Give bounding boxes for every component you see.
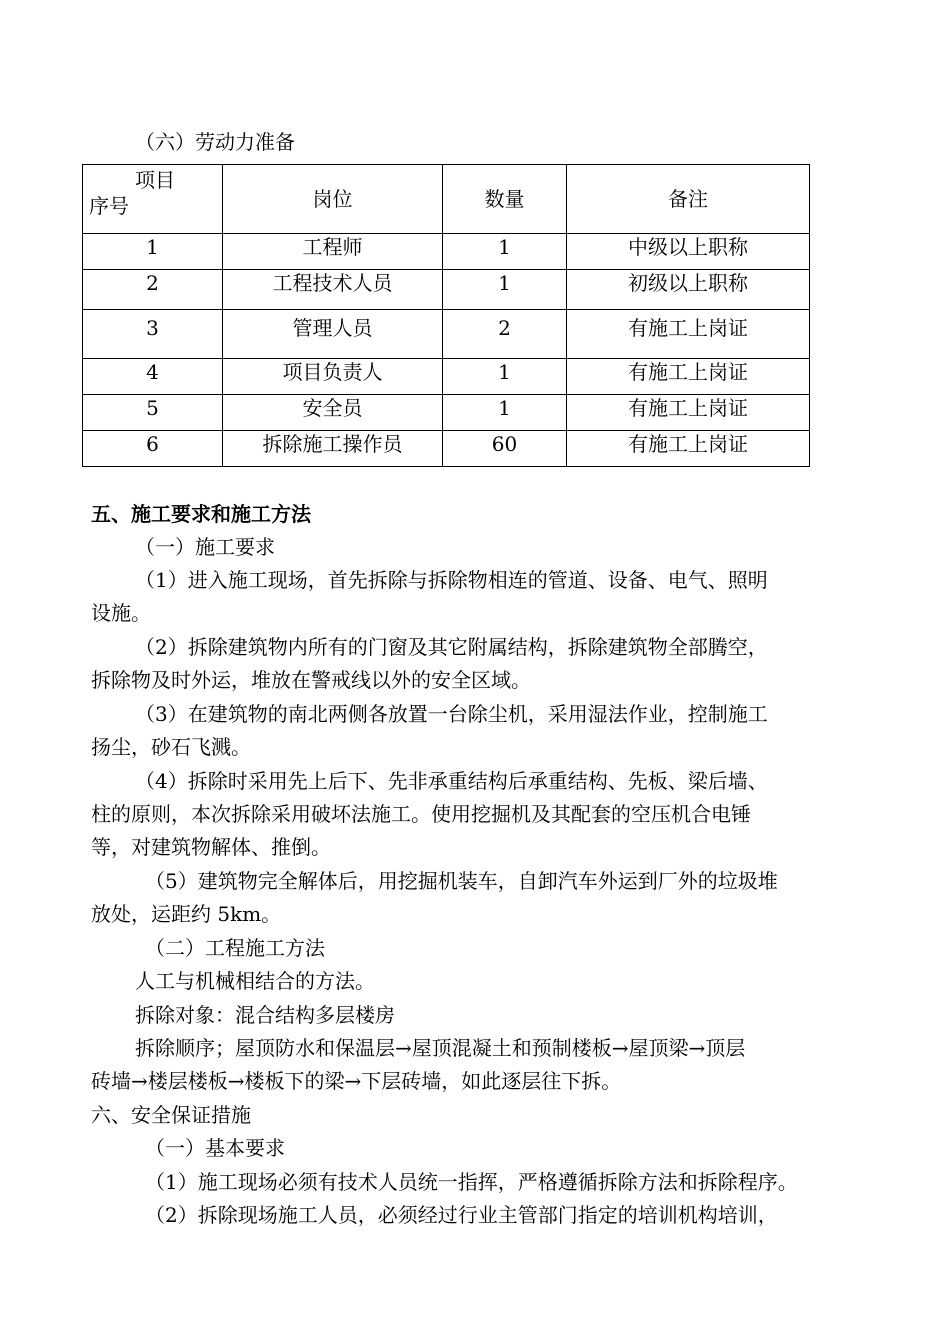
paragraph-line: （4）拆除时采用先上后下、先非承重结构后承重结构、先板、梁后墙、: [135, 769, 768, 793]
cell-no: 5: [83, 395, 223, 431]
cell-no: 1: [83, 234, 223, 270]
table-row: [83, 270, 810, 310]
subheading-basic-requirements: （一）基本要求: [145, 1136, 285, 1160]
cell-remark: 有施工上岗证: [567, 310, 810, 359]
paragraph-line: 砖墙→楼层楼板→楼板下的梁→下层砖墙，如此逐层往下拆。: [91, 1069, 622, 1093]
cell-position: 工程技术人员: [223, 270, 443, 310]
paragraph-line: （1）进入施工现场，首先拆除与拆除物相连的管道、设备、电气、照明: [135, 568, 768, 592]
paragraph-line: （2）拆除现场施工人员，必须经过行业主管部门指定的培训机构培训，: [145, 1203, 778, 1227]
paragraph-line: 拆除顺序；屋顶防水和保温层→屋顶混凝土和预制楼板→屋顶梁→顶层: [135, 1036, 746, 1060]
section-six-title: 六、安全保证措施: [91, 1103, 251, 1127]
paragraph-line: 设施。: [91, 601, 151, 625]
paragraph-line: 等，对建筑物解体、推倒。: [91, 835, 331, 859]
section-heading-labor-prep: （六）劳动力准备: [135, 130, 295, 154]
cell-quantity: 1: [443, 234, 567, 270]
cell-no: 2: [83, 270, 223, 310]
table-header-row: [83, 165, 810, 234]
cell-remark: 有施工上岗证: [567, 395, 810, 431]
cell-position: 工程师: [223, 234, 443, 270]
cell-remark: 初级以上职称: [567, 270, 810, 310]
section-five-title: 五、施工要求和施工方法: [91, 502, 311, 526]
paragraph-line: （3）在建筑物的南北两侧各放置一台除尘机，采用湿法作业，控制施工: [135, 702, 768, 726]
paragraph-line: 拆除对象：混合结构多层楼房: [135, 1003, 395, 1027]
cell-quantity: 1: [443, 395, 567, 431]
cell-no: 6: [83, 431, 223, 467]
header-corner-bottom: 序号: [89, 194, 129, 218]
paragraph-line: 拆除物及时外运，堆放在警戒线以外的安全区域。: [91, 668, 531, 692]
cell-position: 拆除施工操作员: [223, 431, 443, 467]
cell-position: 项目负责人: [223, 359, 443, 395]
header-remark: 备注: [567, 165, 810, 234]
header-quantity: 数量: [443, 165, 567, 234]
header-corner-cell: [83, 165, 223, 234]
subheading-construction-requirements: （一）施工要求: [135, 535, 275, 559]
table-row: [83, 234, 810, 270]
paragraph-line: 扬尘，砂石飞溅。: [91, 735, 251, 759]
header-corner-top: 项目: [135, 168, 175, 192]
table-row: [83, 359, 810, 395]
cell-quantity: 1: [443, 359, 567, 395]
cell-remark: 有施工上岗证: [567, 431, 810, 467]
cell-quantity: 2: [443, 310, 567, 359]
paragraph-line: （1）施工现场必须有技术人员统一指挥，严格遵循拆除方法和拆除程序。: [145, 1170, 798, 1194]
paragraph-line: （2）拆除建筑物内所有的门窗及其它附属结构，拆除建筑物全部腾空，: [135, 635, 768, 659]
cell-no: 3: [83, 310, 223, 359]
paragraph-line: 人工与机械相结合的方法。: [135, 969, 375, 993]
cell-remark: 中级以上职称: [567, 234, 810, 270]
cell-position: 安全员: [223, 395, 443, 431]
header-position: 岗位: [223, 165, 443, 234]
table-row: [83, 395, 810, 431]
paragraph-line: （5）建筑物完全解体后，用挖掘机装车，自卸汽车外运到厂外的垃圾堆: [145, 869, 778, 893]
labor-table: [82, 164, 810, 467]
paragraph-line: 柱的原则，本次拆除采用破坏法施工。使用挖掘机及其配套的空压机合电锤: [91, 802, 751, 826]
cell-quantity: 60: [443, 431, 567, 467]
cell-quantity: 1: [443, 270, 567, 310]
table-row: [83, 310, 810, 359]
cell-remark: 有施工上岗证: [567, 359, 810, 395]
table-row: [83, 431, 810, 467]
cell-position: 管理人员: [223, 310, 443, 359]
paragraph-line: 放处，运距约 5km。: [91, 902, 282, 926]
subheading-construction-method: （二）工程施工方法: [145, 936, 325, 960]
cell-no: 4: [83, 359, 223, 395]
